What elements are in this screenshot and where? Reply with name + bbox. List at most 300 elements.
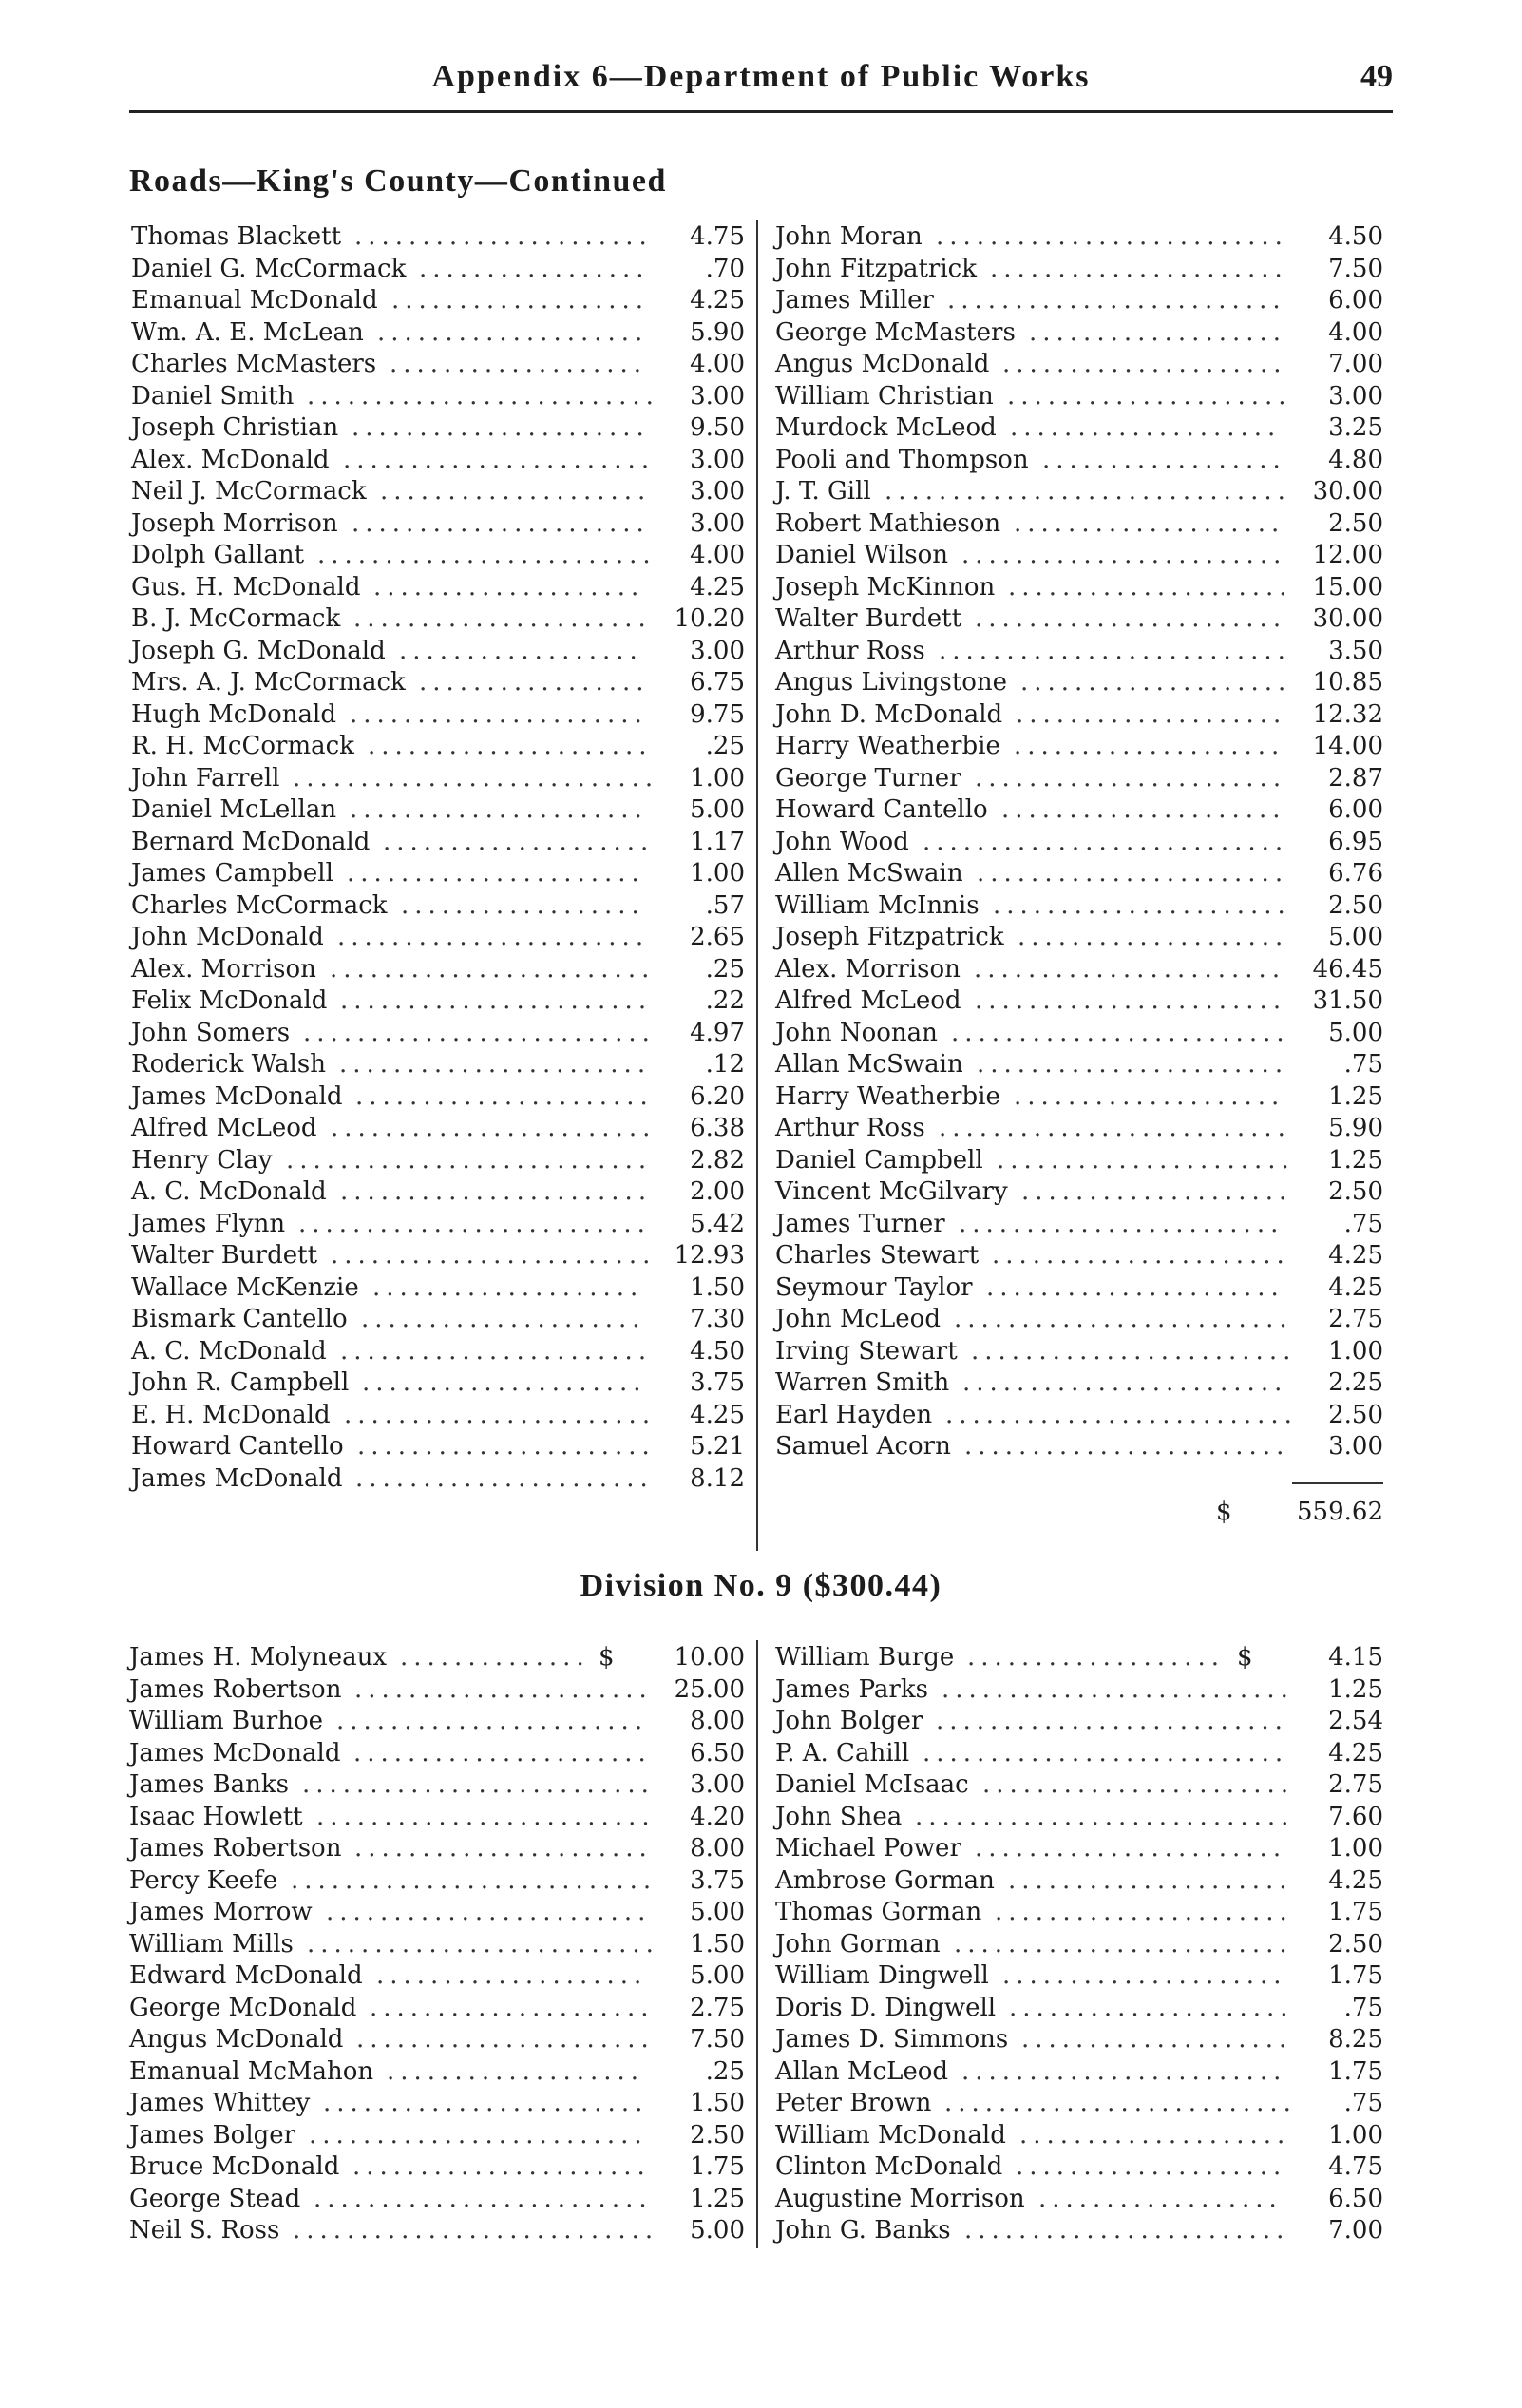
amount: 4.00 [690, 350, 745, 378]
amount: 6.20 [690, 1081, 745, 1111]
amount: 1.25 [690, 2184, 745, 2213]
dot-leader: ................. [419, 254, 650, 283]
list-item [775, 1993, 1383, 2025]
payee-name: John Fitzpatrick [775, 254, 977, 283]
amount: 31.50 [1312, 986, 1383, 1015]
amount: 1.00 [1328, 1336, 1383, 1366]
list-item [131, 1081, 745, 1114]
payee-name: James Turner [775, 1209, 945, 1238]
dot-leader: ........................ [330, 954, 656, 984]
amount: 2.87 [1328, 763, 1383, 793]
dot-leader: ...................... [352, 508, 650, 538]
dot-leader: ...................... [353, 604, 652, 633]
dot-leader: .................... [377, 317, 649, 347]
payee-name: Harry Weatherbie [775, 732, 1000, 760]
list-item [131, 603, 745, 636]
dot-leader: ....................... [336, 1707, 649, 1735]
dot-leader: .................... [1016, 699, 1287, 729]
payee-name: Percy Keefe [129, 1865, 278, 1895]
list-item [775, 763, 1383, 795]
amount: 4.15 [1328, 1643, 1383, 1672]
amount: .75 [1343, 1050, 1383, 1079]
list-item [129, 1674, 745, 1707]
dot-leader: ....................... [975, 763, 1287, 793]
payee-name: James McDonald [129, 1738, 341, 1768]
amount: 4.00 [690, 541, 745, 569]
list-item [775, 827, 1383, 859]
dot-leader: ......................... [954, 1305, 1293, 1333]
payee-name: Joseph Christian [131, 413, 339, 442]
list-item [775, 667, 1383, 699]
amount: 1.75 [690, 2152, 745, 2181]
dot-leader: ....................... [975, 604, 1287, 633]
list-item [129, 1802, 745, 1834]
dot-leader: ...................... [995, 1898, 1293, 1926]
list-item [129, 1706, 745, 1738]
payee-name: Daniel Smith [131, 381, 295, 411]
payee-name: Harry Weatherbie [775, 1081, 1000, 1111]
dot-leader: ...................... [986, 1272, 1284, 1302]
dot-leader: ......................... [947, 286, 1286, 315]
list-item [775, 1400, 1383, 1432]
amount: 2.25 [1328, 1368, 1383, 1397]
amount: .75 [1343, 1993, 1383, 2022]
dot-leader: ....................... [975, 986, 1287, 1015]
list-item [129, 1960, 745, 1993]
list-item [131, 1304, 745, 1336]
amount: 1.75 [1328, 1898, 1383, 1926]
payee-name: James McDonald [131, 1463, 343, 1493]
dot-leader: .................... [1021, 1177, 1293, 1206]
amount: 6.00 [1328, 286, 1383, 315]
payee-name: Vincent McGilvary [775, 1177, 1008, 1206]
payee-name: Alfred McLeod [775, 986, 961, 1015]
dot-leader: ........................ [959, 1209, 1284, 1238]
payee-name: Daniel McIsaac [775, 1770, 969, 1799]
dot-leader: ....................... [974, 954, 1286, 984]
payee-name: James Miller [775, 286, 934, 315]
left-column-list [129, 1642, 745, 2247]
dot-leader: .......................... [945, 1400, 1298, 1429]
payee-name: Alex. McDonald [131, 445, 330, 474]
dot-leader: ..................... [362, 1368, 647, 1397]
amount: 8.00 [690, 1707, 745, 1735]
right-column-list [775, 1642, 1383, 2247]
list-item [131, 1018, 745, 1050]
total-currency: $ [1216, 1498, 1232, 1526]
list-item [131, 540, 745, 572]
payee-name: John R. Campbell [131, 1368, 350, 1397]
dot-leader: ...................... [990, 254, 1288, 283]
list-item [131, 1113, 745, 1145]
payee-name: Angus McDonald [775, 350, 990, 378]
list-item [775, 1145, 1383, 1177]
payee-name: Felix McDonald [131, 986, 328, 1015]
amount: 12.00 [1312, 541, 1383, 569]
dot-leader: ..................... [370, 1993, 655, 2022]
amount: 2.50 [690, 2120, 745, 2150]
list-item [775, 731, 1383, 763]
dot-leader: .................. [401, 890, 645, 920]
amount: 5.90 [690, 317, 745, 347]
payee-name: Peter Brown [775, 2089, 932, 2117]
currency-symbol: $ [1237, 1643, 1253, 1672]
payee-name: Emanual McMahon [129, 2056, 374, 2086]
list-item [129, 2215, 745, 2247]
list-item [131, 572, 745, 604]
payee-name: Edward McDonald [129, 1961, 363, 1990]
payee-name: James Whittey [129, 2089, 311, 2117]
amount: 3.75 [690, 1368, 745, 1397]
list-item [775, 1897, 1383, 1929]
amount: 25.00 [674, 1674, 745, 1704]
list-item [775, 985, 1383, 1018]
amount: 6.76 [1328, 859, 1383, 888]
dot-leader: ....................... [339, 1050, 652, 1079]
section-title: Roads—King's County—Continued [129, 163, 667, 199]
list-item [131, 636, 745, 668]
amount: 4.25 [690, 1400, 745, 1429]
list-item [131, 985, 745, 1018]
payee-name: Augustine Morrison [775, 2184, 1025, 2213]
payee-name: John G. Banks [775, 2216, 951, 2245]
payee-name: William McInnis [775, 890, 980, 920]
dot-leader: ...................... [350, 795, 648, 824]
dot-leader: .......................... [303, 1018, 656, 1047]
dot-leader: ...................... [352, 413, 650, 442]
dot-leader: ..................... [368, 732, 653, 760]
dot-leader: ..................... [361, 1305, 646, 1333]
dot-leader: .............................. [885, 477, 1291, 506]
amount: 2.54 [1328, 1707, 1383, 1735]
dot-leader: ..................... [1002, 1961, 1287, 1990]
amount: 3.00 [690, 636, 745, 665]
left-column-list [131, 221, 745, 1495]
dot-leader: .................... [1019, 2120, 1291, 2150]
dot-leader: ....................... [977, 1050, 1289, 1079]
amount: 1.75 [1328, 1961, 1383, 1990]
payee-name: Charles McMasters [131, 350, 377, 378]
amount: 5.00 [690, 1898, 745, 1926]
payee-name: Wallace McKenzie [131, 1272, 359, 1302]
list-item [775, 254, 1383, 286]
payee-name: William Mills [129, 1929, 294, 1959]
dot-leader: ........................... [923, 827, 1289, 856]
amount: 1.00 [1328, 1834, 1383, 1863]
dot-leader: .................... [1016, 2152, 1287, 2181]
list-item [775, 1769, 1383, 1802]
payee-name: James Morrow [129, 1898, 313, 1926]
list-item [775, 2151, 1383, 2184]
payee-name: Thomas Blackett [131, 222, 342, 251]
payee-name: Arthur Ross [775, 636, 925, 665]
amount: 3.75 [690, 1865, 745, 1895]
amount: 7.00 [1328, 350, 1383, 378]
dot-leader: ..................... [1002, 350, 1287, 378]
amount: 30.00 [1312, 604, 1383, 633]
list-item [131, 476, 745, 508]
list-item [131, 1240, 745, 1272]
payee-name: James Campbell [131, 859, 333, 888]
dot-leader: .......................... [302, 1770, 655, 1799]
dot-leader: .......................... [936, 222, 1288, 251]
list-item [131, 221, 745, 254]
list-item [131, 349, 745, 381]
list-item [775, 1674, 1383, 1707]
dot-leader: .................... [1010, 413, 1282, 442]
dot-leader: .................... [1014, 732, 1285, 760]
dot-leader: .......................... [298, 1209, 651, 1238]
list-item [775, 1706, 1383, 1738]
list-item [775, 1431, 1383, 1463]
dot-leader: ........................ [971, 1336, 1297, 1366]
dot-leader: ....................... [340, 1336, 653, 1366]
list-item [129, 1738, 745, 1770]
dot-leader: ............................ [915, 1802, 1295, 1831]
list-item [775, 1018, 1383, 1050]
dot-leader: ...................... [356, 2025, 655, 2054]
amount: .25 [705, 954, 745, 984]
amount: 1.00 [690, 763, 745, 793]
amount: 7.50 [1328, 254, 1383, 283]
payee-name: Charles Stewart [775, 1241, 980, 1270]
list-item [775, 221, 1383, 254]
list-item [775, 317, 1383, 350]
list-item [129, 1897, 745, 1929]
amount: .22 [705, 986, 745, 1015]
list-item [775, 476, 1383, 508]
amount: 4.25 [690, 286, 745, 315]
dot-leader: ...................... [355, 1463, 654, 1493]
dot-leader: ...................... [357, 1432, 656, 1461]
amount: 5.00 [690, 2216, 745, 2245]
payee-name: Robert Mathieson [775, 508, 1001, 538]
amount: 1.25 [1328, 1081, 1383, 1111]
payee-name: Joseph G. McDonald [131, 636, 386, 665]
dot-leader: .................... [1021, 2025, 1293, 2054]
dot-leader: ........................... [293, 2216, 659, 2245]
dot-leader: ...................... [992, 1241, 1290, 1270]
payee-name: Bernard McDonald [131, 827, 371, 856]
list-item [775, 445, 1383, 477]
dot-leader: .................... [1018, 923, 1289, 951]
list-item [775, 2184, 1383, 2216]
list-item [129, 1769, 745, 1802]
payee-name: Michael Power [775, 1834, 961, 1863]
amount: 1.50 [690, 1272, 745, 1302]
payee-name: Howard Cantello [131, 1432, 344, 1461]
list-item [775, 1113, 1383, 1145]
list-item [129, 1642, 745, 1674]
payee-name: John Bolger [775, 1707, 923, 1735]
list-item [775, 922, 1383, 954]
list-item [775, 508, 1383, 541]
payee-name: Neil S. Ross [129, 2216, 280, 2245]
dot-leader: ........................ [331, 1114, 656, 1142]
payee-name: Walter Burdett [131, 1241, 318, 1270]
amount: 5.21 [690, 1432, 745, 1461]
dot-leader: .................. [399, 636, 643, 665]
payee-name: Warren Smith [775, 1368, 950, 1397]
payee-name: Ambrose Gorman [775, 1865, 995, 1895]
payee-name: Gus. H. McDonald [131, 572, 361, 602]
payee-name: Clinton McDonald [775, 2152, 1003, 2181]
amount: 3.00 [690, 1770, 745, 1799]
payee-name: E. H. McDonald [131, 1400, 331, 1429]
dot-leader: .................. [1038, 2184, 1283, 2213]
dot-leader: ......................... [317, 541, 656, 569]
amount: 3.00 [1328, 1432, 1383, 1461]
list-item [775, 1865, 1383, 1898]
dot-leader: .................. [1042, 445, 1286, 474]
dot-leader: .......................... [939, 1114, 1291, 1142]
dot-leader: ................... [967, 1643, 1226, 1672]
page-header [129, 59, 1393, 116]
amount: 9.75 [690, 699, 745, 729]
right-column-list [775, 221, 1383, 1463]
amount: 12.93 [674, 1241, 745, 1270]
amount: 2.50 [1328, 508, 1383, 538]
payee-name: William Christian [775, 381, 994, 411]
amount: 6.38 [690, 1114, 745, 1142]
list-item [131, 1209, 745, 1241]
dot-leader: ...................... [354, 1834, 653, 1863]
payee-name: John Moran [775, 222, 923, 251]
header-rule [129, 110, 1393, 113]
amount: 5.00 [1328, 923, 1383, 951]
dot-leader: ........................ [962, 1368, 1288, 1397]
list-item [131, 763, 745, 795]
list-item [131, 922, 745, 954]
amount: 1.00 [690, 859, 745, 888]
amount: 2.75 [1328, 1770, 1383, 1799]
dot-leader: .................... [372, 1272, 644, 1302]
list-item [131, 445, 745, 477]
payee-name: James Flynn [131, 1209, 286, 1238]
payee-name: Irving Stewart [775, 1336, 958, 1366]
dot-leader: ........................... [291, 1865, 657, 1895]
dot-leader: ..................... [1001, 795, 1286, 824]
amount: .70 [705, 254, 745, 283]
amount: 2.75 [1328, 1305, 1383, 1333]
amount: 7.60 [1328, 1802, 1383, 1831]
list-item [131, 1145, 745, 1177]
dot-leader: .............. [400, 1643, 590, 1672]
amount: .25 [705, 2056, 745, 2086]
list-item [775, 1929, 1383, 1961]
dot-leader: ........................... [286, 1145, 653, 1175]
dot-leader: ......................... [951, 1018, 1290, 1047]
list-item [131, 412, 745, 445]
payee-name: Howard Cantello [775, 795, 988, 824]
column-divider [756, 1640, 758, 2248]
payee-name: Hugh McDonald [131, 699, 336, 729]
list-item [775, 1209, 1383, 1241]
amount: 5.00 [1328, 1018, 1383, 1047]
dot-leader: ......................... [314, 2184, 653, 2213]
amount: 9.50 [690, 413, 745, 442]
payee-name: Bruce McDonald [129, 2152, 340, 2181]
total-rule [1292, 1482, 1383, 1484]
list-item [131, 890, 745, 923]
payee-name: James Robertson [129, 1834, 342, 1863]
list-item [775, 1336, 1383, 1368]
amount: 1.00 [1328, 2120, 1383, 2150]
dot-leader: ................. [419, 668, 650, 697]
list-item [775, 890, 1383, 923]
list-item [775, 2120, 1383, 2152]
payee-name: Daniel McLellan [131, 795, 337, 824]
amount: 4.75 [690, 222, 745, 251]
payee-name: George McMasters [775, 317, 1016, 347]
dot-leader: ....................... [340, 986, 653, 1015]
amount: 7.50 [690, 2025, 745, 2054]
list-item [775, 603, 1383, 636]
list-item [775, 954, 1383, 986]
list-item [775, 794, 1383, 827]
payee-name: Isaac Howlett [129, 1802, 303, 1831]
list-item [131, 254, 745, 286]
dot-leader: ........................... [923, 1738, 1289, 1768]
list-item [129, 2088, 745, 2120]
list-item [131, 317, 745, 350]
payee-name: Charles McCormack [131, 890, 388, 920]
amount: 8.25 [1328, 2025, 1383, 2054]
dot-leader: .................... [373, 572, 645, 602]
payee-name: James Parks [775, 1674, 928, 1704]
list-item [775, 1304, 1383, 1336]
amount: 4.97 [690, 1018, 745, 1047]
amount: 4.25 [690, 572, 745, 602]
list-item [129, 1929, 745, 1961]
amount: 3.00 [690, 477, 745, 506]
list-item [129, 2151, 745, 2184]
list-item [775, 1802, 1383, 1834]
amount: 1.50 [690, 1929, 745, 1959]
list-item [131, 1400, 745, 1432]
list-item [131, 794, 745, 827]
payee-name: Joseph McKinnon [775, 572, 996, 602]
amount: 10.85 [1312, 668, 1383, 697]
payee-name: Alfred McLeod [131, 1114, 317, 1142]
list-item [129, 2120, 745, 2152]
list-item [775, 412, 1383, 445]
amount: 3.50 [1328, 636, 1383, 665]
amount: .12 [705, 1050, 745, 1079]
payee-name: John Farrell [131, 763, 280, 793]
dot-leader: ....................... [977, 859, 1289, 888]
list-item [775, 1960, 1383, 1993]
list-item [775, 2056, 1383, 2089]
dot-leader: ........................ [964, 2216, 1290, 2245]
dot-leader: .................... [1020, 668, 1292, 697]
list-item [129, 2184, 745, 2216]
amount: 5.00 [690, 1961, 745, 1990]
list-item [775, 858, 1383, 890]
amount: 4.50 [1328, 222, 1383, 251]
list-item [129, 1865, 745, 1898]
list-item [131, 381, 745, 413]
list-item [131, 508, 745, 541]
amount: 6.75 [690, 668, 745, 697]
amount: 10.00 [674, 1643, 745, 1672]
dot-leader: .......................... [307, 381, 659, 411]
amount: 4.50 [690, 1336, 745, 1366]
list-item [775, 1272, 1383, 1305]
payee-name: James H. Molyneaux [129, 1643, 388, 1672]
amount: 2.00 [690, 1177, 745, 1206]
list-item [775, 2215, 1383, 2247]
